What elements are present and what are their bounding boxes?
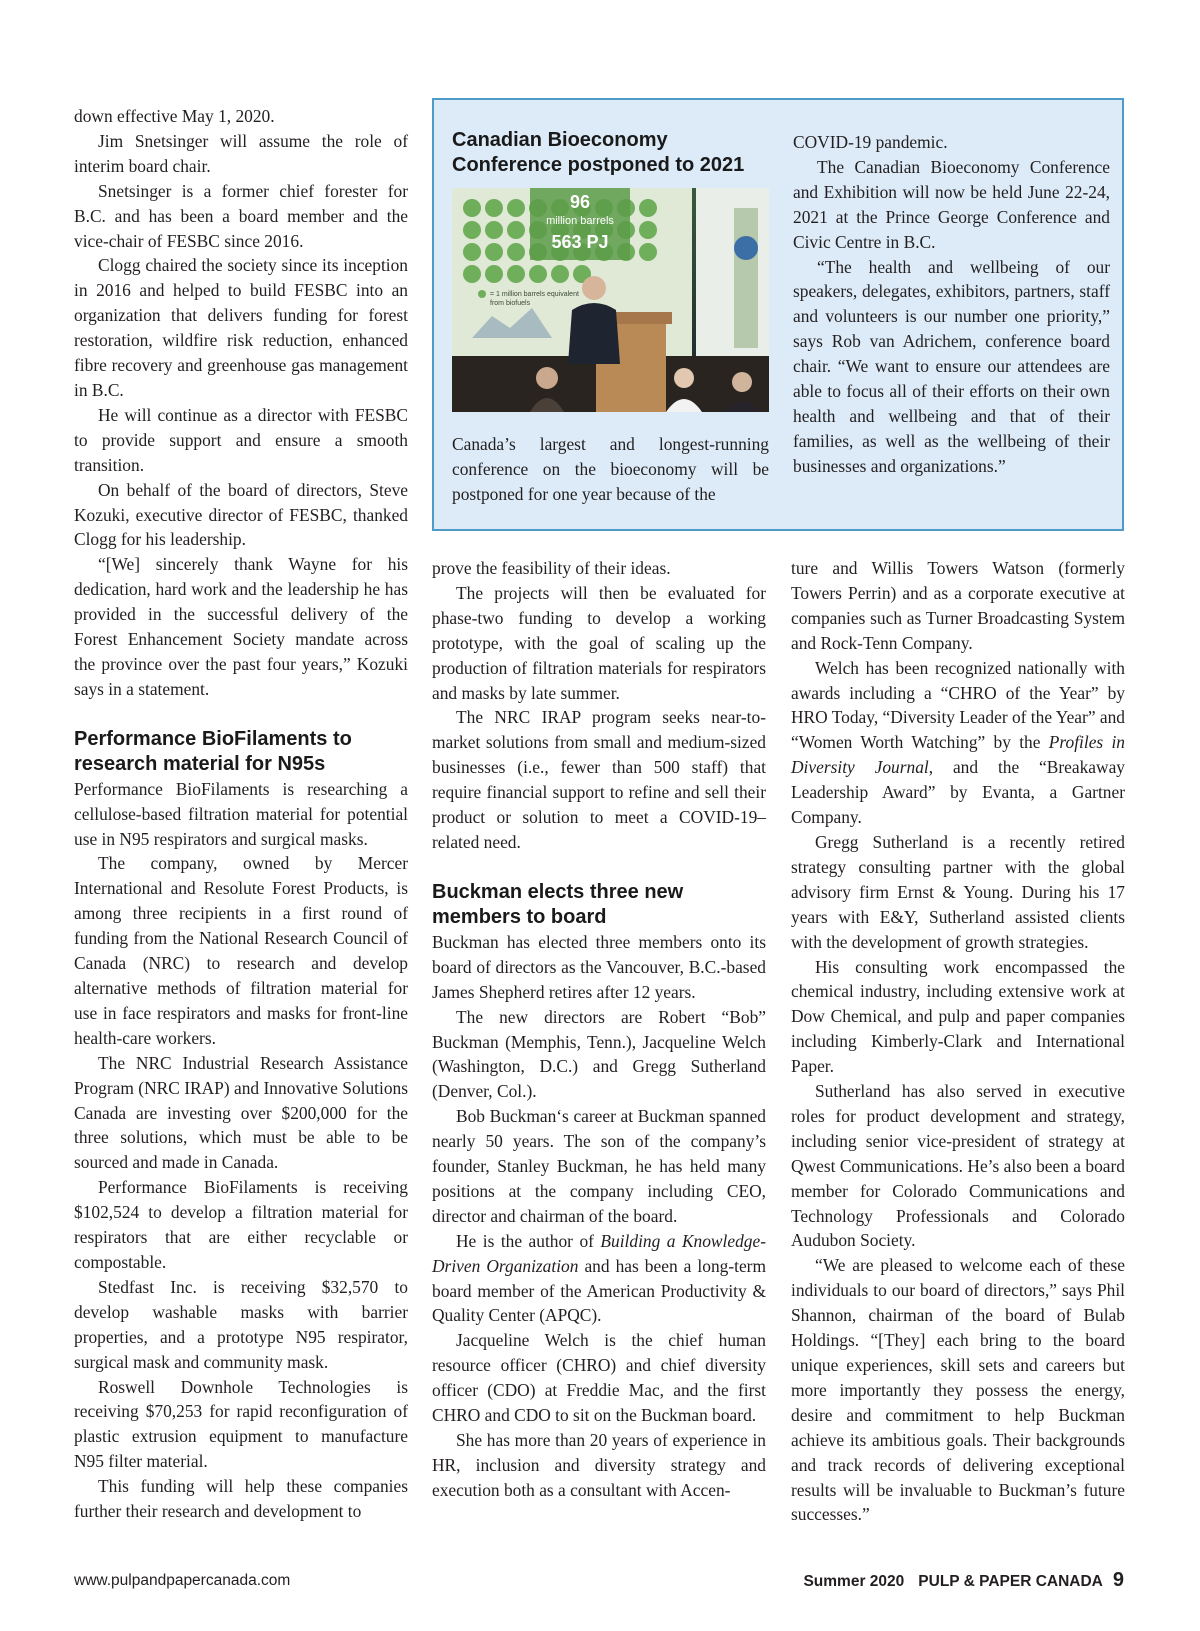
text-run: , and the “Breakaway Leadership Award” by Evanta, a Gartner Company. [791, 757, 1125, 828]
paragraph: Roswell Downhole Technologies is receiving $70,253 for rapid reconfiguration of plastic extrusion equipment to manufacture N95 filter material. [74, 1376, 408, 1472]
text-run: He is the author of [456, 1230, 601, 1251]
paragraph: “[We] sincerely thank Wayne for his dedication, hard work and the leadership he has provided in the successful delivery of the Forest Enhancement Society mandate across the province over the past four years,” Kozuki says in a statement. [74, 554, 408, 699]
paragraph: Gregg Sutherland is a recently retired strategy consulting partner with the global advisory firm Ernst & Young. During his 17 years with E&Y, Sutherland assisted clients with the development of growth strategies. [791, 831, 1125, 952]
paragraph: Clogg chaired the society since its inception in 2016 and helped to build FESBC into an organization that delivers funding for forest restoration, wildfire risk reduction, enhanced fibre recovery and greenhouse gas management in B.C. [74, 255, 408, 400]
paragraph: Bob Buckman‘s career at Buckman spanned nearly 50 years. The son of the company’s founder, Stanley Buckman, he has held many positions at the company including CEO, director and chairman of the board. [432, 1106, 766, 1226]
photo-caption: Canada’s largest and longest-running conference on the bioeconomy will be postponed for one year because of the [452, 434, 769, 504]
column-3 [791, 556, 1125, 1527]
paragraph: On behalf of the board of directors, Steve Kozuki, executive director of FESBC, thanked Clogg for his leadership. [74, 479, 408, 550]
column-1 [74, 104, 408, 1524]
conference-photo-illustration [452, 188, 769, 412]
paragraph: Jim Snetsinger will assume the role of interim board chair. [74, 130, 408, 176]
footer-issue: Summer 2020 [803, 1573, 905, 1590]
footer-url: www.pulpandpapercanada.com [74, 1572, 291, 1589]
text-run: and has been a long-term board member of the American Productivity & Quality Center (APQC). [432, 1255, 766, 1326]
photo-text-2: million barrels [546, 215, 614, 227]
paragraph: COVID-19 pandemic. [793, 132, 948, 152]
article-heading: Buckman elects three new members to board [432, 880, 684, 928]
conference-photo [452, 188, 769, 412]
paragraph: The projects will then be evaluated for phase-two funding to develop a working prototype, with the goal of scaling up the production of filtration materials for respirators and masks by late summer. [432, 582, 766, 703]
paragraph: The NRC Industrial Research Assistance Program (NRC IRAP) and Innovative Solutions Canada are investing over $200,000 for the three solutions, which must be able to be sourced and made in Canada. [74, 1052, 408, 1173]
paragraph: She has more than 20 years of experience in HR, inclusion and diversity strategy and execution both as a consultant with Accen- [432, 1430, 766, 1500]
paragraph [432, 1229, 766, 1329]
sidebar-left [452, 128, 769, 507]
photo-text-3: 563 PJ [551, 232, 609, 252]
paragraph: Performance BioFilaments is receiving $102,524 to develop a filtration material for respirators that are either recyclable or compostable. [74, 1177, 408, 1272]
page-number: 9 [1112, 1569, 1124, 1591]
journal-title: Profiles in Diversity Journal [791, 732, 1125, 778]
text-run: Welch has been recognized nationally with awards including a “CHRO of the Year” by HRO Today, “Diversity Leader of the Year” and “Women Worth Watching” by the [791, 657, 1125, 753]
paragraph: prove the feasibility of their ideas. [432, 558, 671, 578]
paragraph: He will continue as a director with FESBC to provide support and ensure a smooth transition. [74, 404, 408, 475]
sidebar-right [793, 130, 1110, 479]
paragraph: The new directors are Robert “Bob” Buckman (Memphis, Tenn.), Jacqueline Welch (Washington, D.C.) and Gregg Sutherland (Denver, Col.). [432, 1006, 766, 1102]
paragraph: Jacqueline Welch is the chief human resource officer (CHRO) and chief diversity officer (CDO) at Freddie Mac, and the first CHRO and CDO to sit on the Buckman board. [432, 1330, 766, 1426]
paragraph: Buckman has elected three members onto its board of directors as the Vancouver, B.C.-based James Shepherd retires after 12 years. [432, 931, 766, 1002]
column-2 [432, 556, 766, 1503]
book-title: Building a Knowledge-Driven Organization [432, 1230, 766, 1276]
sidebar-box [432, 98, 1124, 531]
paragraph: The NRC IRAP program seeks near-to-market solutions from small and medium-sized businesses (i.e., fewer than 500 staff) that require financial support to refine and sell their product or solution to meet a COVID-19–related need. [432, 707, 766, 852]
paragraph [791, 656, 1125, 830]
sidebar-title: Canadian Bioeconomy Conference postponed to 2021 [452, 129, 745, 176]
paragraph: Performance BioFilaments is researching a cellulose-based filtration material for potential use in N95 respirators and surgical masks. [74, 778, 408, 849]
paragraph: The Canadian Bioeconomy Conference and Exhibition will now be held June 22-24, 2021 at the Prince George Conference and Civic Centre in B.C. [793, 156, 1110, 252]
article-heading: Performance BioFilaments to research material for N95s [74, 727, 352, 775]
paragraph: ture and Willis Towers Watson (formerly Towers Perrin) and as a corporate executive at companies such as Turner Broadcasting System and Rock-Tenn Company. [791, 558, 1125, 653]
photo-legend-1: = 1 million barrels equivalent [490, 291, 579, 298]
footer-magazine: PULP & PAPER CANADA [918, 1573, 1103, 1590]
paragraph: down effective May 1, 2020. [74, 106, 275, 126]
paragraph: “The health and wellbeing of our speakers, delegates, exhibitors, partners, staff and volunteers is our number one priority,” says Rob van Adrichem, conference board chair. “We want to ensure our attendees are able to focus all of their efforts on their own health and wellbeing and that of their families, as well as the wellbeing of their businesses and organizations.” [793, 256, 1110, 476]
paragraph: Sutherland has also served in executive roles for product development and strategy, including senior vice-president of strategy at Qwest Communications. He’s also been a board member for Colorado Communications and Technology Professionals and Colorado Audubon Society. [791, 1081, 1125, 1251]
paragraph: Stedfast Inc. is receiving $32,570 to develop washable masks with barrier properties, and a prototype N95 respirator, surgical mask and community mask. [74, 1276, 408, 1372]
photo-legend-2: from biofuels [490, 300, 531, 307]
paragraph: The company, owned by Mercer International and Resolute Forest Products, is among three recipients in a first round of funding from the National Research Council of Canada (NRC) to research and develop alternative methods of filtration material for use in face respirators and masks for front-line health-care workers. [74, 853, 408, 1048]
paragraph: This funding will help these companies further their research and development to [74, 1476, 408, 1522]
paragraph: “We are pleased to welcome each of these individuals to our board of directors,” says Phil Shannon, chairman of the board of Bulab Holdings. “[They] each bring to the board unique experiences, skill sets and careers but more importantly they possess the energy, desire and commitment to help Buckman achieve its ambitious goals. Their backgrounds and track records of delivering exceptional results will be invaluable to Buckman’s future successes.” [791, 1255, 1125, 1525]
photo-text-1: 96 [569, 192, 591, 212]
footer-folio [803, 1569, 1124, 1592]
paragraph: Snetsinger is a former chief forester for B.C. and has been a board member and the vice-chair of FESBC since 2016. [74, 180, 408, 251]
paragraph: His consulting work encompassed the chemical industry, including extensive work at Dow Chemical, and pulp and paper companies including Kimberly-Clark and International Paper. [791, 956, 1125, 1077]
